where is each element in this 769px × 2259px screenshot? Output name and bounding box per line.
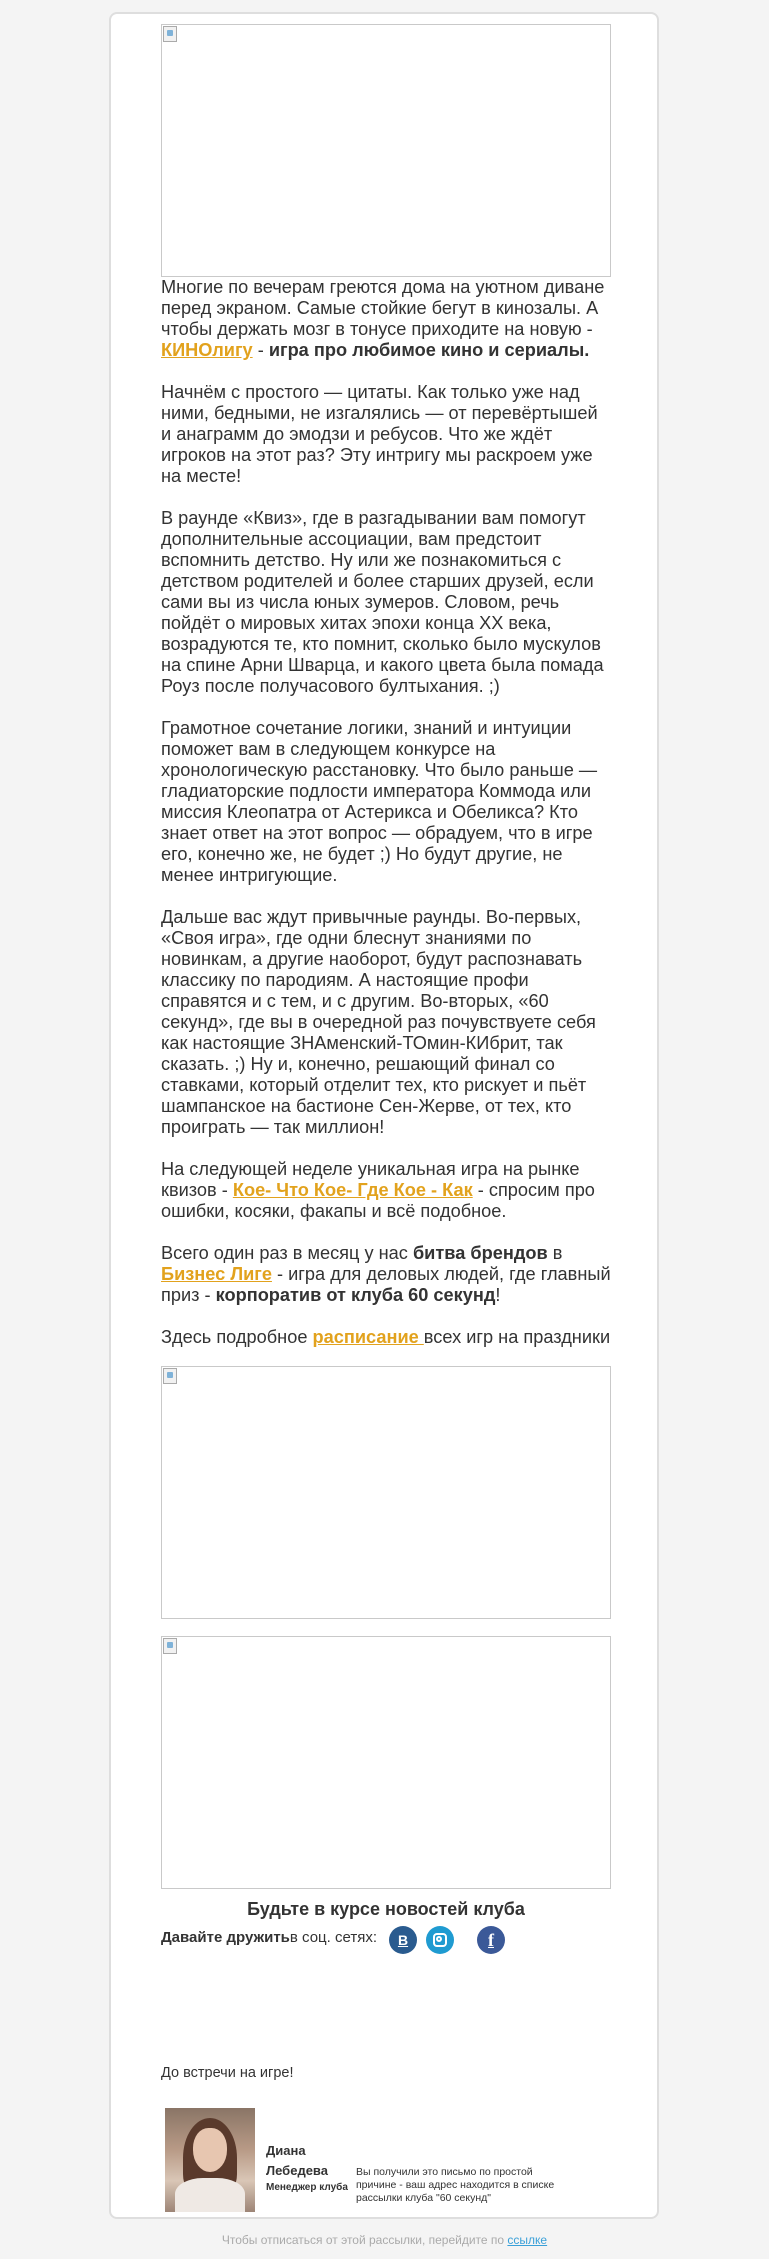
paragraph-next-week: На следующей неделе уникальная игра на рынке квизов - Кое- Что Кое- Где Кое - Как - спросим про ошибки, косяки, факапы и всё подобное. (161, 1159, 595, 1221)
promo-image-2 (161, 1636, 611, 1889)
instagram-icon[interactable] (426, 1926, 454, 1954)
manager-name: Диана Лебедева (266, 2143, 328, 2178)
paragraph-intro: Многие по вечерам греются дома на уютном диване перед экраном. Самые стойкие бегут в кинозалы. А чтобы держать мозг в тонусе приходите на новую - КИНОлигу - игра про любимое кино и сериалы. (161, 277, 605, 360)
manager-avatar (165, 2108, 255, 2212)
broken-image-icon (163, 26, 177, 42)
schedule-link[interactable]: расписание (312, 1327, 424, 1347)
subscription-notice: Вы получили это письмо по простой причине - ваш адрес находится в списке рассылки клуба "60 секунд" (356, 2166, 555, 2204)
business-league-link[interactable]: Бизнес Лиге (161, 1264, 272, 1284)
paragraph-chronology: Грамотное сочетание логики, знаний и интуиции поможет вам в следующем конкурсе на хронологическую расстановку. Что было раньше — гладиаторские подлости императора Коммода или миссия Клеопатра от Астерикса и Обеликса? Кто знает ответ на этот вопрос — обрадуем, что в игре его, конечно же, не будет ;) Но будут другие, не менее интригующие. (161, 718, 598, 885)
koe-chto-link[interactable]: Кое- Что Кое- Где Кое - Как (232, 1180, 473, 1200)
paragraph-business-league: Всего один раз в месяц у нас битва брендов в Бизнес Лиге - игра для деловых людей, где главный приз - корпоратив от клуба 60 секунд! (161, 1243, 611, 1305)
paragraph-quotes: Начнём с простого — цитаты. Как только уже над ними, бедными, не изгалялись — от перевёртышей и анаграмм до эмодзи и ребусов. Что же ждёт игроков на этот раз? Эту интригу мы раскроем уже на месте! (161, 382, 598, 486)
broken-image-icon (163, 1638, 177, 1654)
news-title: Будьте в курсе новостей клуба (247, 1899, 525, 1919)
unsubscribe-link[interactable]: ссылке (507, 2233, 548, 2247)
manager-role: Менеджер клуба (266, 2182, 348, 2193)
paragraph-quiz: В раунде «Квиз», где в разгадывании вам помогут дополнительные ассоциации, вам предстоит вспомнить детство. Ну или же познакомиться с детством родителей и более старших друзей, если сами вы из числа юных зумеров. Словом, речь пойдёт о мировых хитах эпохи конца XX века, возрадуются те, кто помнит, сколько было мускулов на спине Арни Шварца, и какого цвета была помада Роуз после получасового бултыхания. ;) (161, 508, 604, 696)
facebook-icon[interactable]: f (477, 1926, 505, 1954)
paragraph-schedule: Здесь подробное расписание всех игр на праздники (161, 1327, 611, 1347)
email-content (161, 24, 611, 1920)
hero-image (161, 24, 611, 277)
promo-image-1 (161, 1366, 611, 1619)
paragraph-rounds: Дальше вас ждут привычные раунды. Во-первых, «Своя игра», где одни блеснут знаниями по новинкам, а другие наоборот, будут распознавать классику по пародиям. А настоящие профи справятся и с тем, и с другим. Во-вторых, «60 секунд», где вы в очередной раз почувствуете себя как настоящие ЗНАменский-ТОмин-КИбрит, так сказать. ;) Ну и, конечно, решающий финал со ставками, который отделит тех, кто рискует и пьёт шампанское на бастионе Сен-Жерве, от тех, кто проиграть — так миллион! (161, 907, 596, 1137)
kinoliga-link[interactable]: КИНОлигу (161, 340, 253, 360)
social-prompt: Давайте дружить в соц. сетях: (161, 1929, 377, 1946)
broken-image-icon (163, 1368, 177, 1384)
email-card (109, 12, 659, 2219)
vk-icon[interactable]: В (389, 1926, 417, 1954)
unsubscribe-footer: Чтобы отписаться от этой рассылки, перейдите по ссылке (221, 2233, 548, 2247)
goodbye-text: До встречи на игре! (161, 2065, 294, 2081)
